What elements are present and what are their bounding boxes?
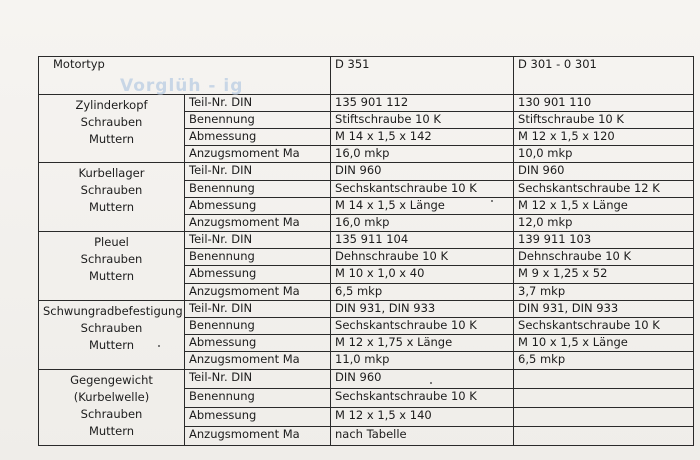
property-name: Abmessung xyxy=(185,266,331,283)
header-d301: D 301 - 0 301 xyxy=(514,57,694,95)
group-label-line: Schrauben xyxy=(80,406,143,421)
value-d301: 3,7 mkp xyxy=(514,283,694,300)
group-label-line: Schrauben xyxy=(80,114,143,129)
group-label xyxy=(39,232,185,301)
value-d301: M 10 x 1,5 x Länge xyxy=(514,335,694,352)
value-d351: DIN 931, DIN 933 xyxy=(331,300,514,317)
property-name: Teil-Nr. DIN xyxy=(185,232,331,249)
scan-speck xyxy=(491,200,493,202)
value-d301: Sechskantschraube 10 K xyxy=(514,318,694,335)
group-label-line: Muttern xyxy=(88,269,135,284)
value-d351: 135 901 112 xyxy=(331,94,514,111)
group-label xyxy=(39,94,185,163)
group-label-line: Muttern xyxy=(88,200,135,215)
group-label-line: Schrauben xyxy=(80,252,143,267)
group-label-line: Gegengewicht xyxy=(70,372,153,387)
torque-spec-table xyxy=(38,56,694,446)
value-d351: 6,5 mkp xyxy=(331,283,514,300)
group-label-line: Kurbellager xyxy=(78,166,145,181)
property-name: Teil-Nr. DIN xyxy=(185,163,331,180)
value-d351: M 10 x 1,0 x 40 xyxy=(331,266,514,283)
header-row xyxy=(39,57,694,95)
value-d301: 10,0 mkp xyxy=(514,146,694,163)
value-d351: Stiftschraube 10 K xyxy=(331,111,514,128)
group-label-line: Zylinderkopf xyxy=(75,97,148,112)
header-motortyp: Motortyp xyxy=(39,57,331,95)
property-name: Abmessung xyxy=(185,128,331,145)
property-name: Anzugsmoment Ma xyxy=(185,426,331,445)
value-d351: 135 911 104 xyxy=(331,232,514,249)
value-d301 xyxy=(514,369,694,388)
value-d301: 130 901 110 xyxy=(514,94,694,111)
value-d351: M 14 x 1,5 x 142 xyxy=(331,128,514,145)
value-d351: Dehnschraube 10 K xyxy=(331,249,514,266)
property-name: Benennung xyxy=(185,388,331,407)
value-d351: M 14 x 1,5 x Länge xyxy=(331,197,514,214)
property-name: Abmessung xyxy=(185,335,331,352)
value-d301 xyxy=(514,426,694,445)
property-name: Abmessung xyxy=(185,197,331,214)
group-label-line: Muttern xyxy=(88,423,135,438)
property-name: Teil-Nr. DIN xyxy=(185,94,331,111)
value-d301: 6,5 mkp xyxy=(514,352,694,369)
property-name: Anzugsmoment Ma xyxy=(185,146,331,163)
value-d301 xyxy=(514,388,694,407)
group-label-line: (Kurbelwelle) xyxy=(73,389,150,404)
group-label-line: Muttern xyxy=(88,337,135,352)
property-name: Benennung xyxy=(185,318,331,335)
table-row xyxy=(39,300,694,317)
value-d351: M 12 x 1,5 x 140 xyxy=(331,407,514,426)
group-label xyxy=(39,163,185,232)
value-d301 xyxy=(514,407,694,426)
value-d351: M 12 x 1,75 x Länge xyxy=(331,335,514,352)
watermark: Vorglüh - ig xyxy=(120,76,244,96)
value-d301: Sechskantschraube 12 K xyxy=(514,180,694,197)
group-label-line: Pleuel xyxy=(94,235,129,250)
value-d351: nach Tabelle xyxy=(331,426,514,445)
property-name: Anzugsmoment Ma xyxy=(185,352,331,369)
scan-speck xyxy=(158,345,160,347)
value-d351: 11,0 mkp xyxy=(331,352,514,369)
property-name: Teil-Nr. DIN xyxy=(185,369,331,388)
value-d301: 12,0 mkp xyxy=(514,214,694,231)
table-row xyxy=(39,163,694,180)
value-d351: DIN 960 xyxy=(331,163,514,180)
table-row xyxy=(39,94,694,111)
value-d301: M 12 x 1,5 x 120 xyxy=(514,128,694,145)
group-label-line: Schrauben xyxy=(80,183,143,198)
property-name: Abmessung xyxy=(185,407,331,426)
value-d351: Sechskantschraube 10 K xyxy=(331,388,514,407)
table-row xyxy=(39,369,694,388)
property-name: Anzugsmoment Ma xyxy=(185,214,331,231)
group-label-line: Schwungradbefestigung xyxy=(43,303,183,318)
value-d301: M 12 x 1,5 x Länge xyxy=(514,197,694,214)
property-name: Anzugsmoment Ma xyxy=(185,283,331,300)
value-d301: M 9 x 1,25 x 52 xyxy=(514,266,694,283)
value-d351: 16,0 mkp xyxy=(331,146,514,163)
header-d351: D 351 xyxy=(331,57,514,95)
value-d301: DIN 960 xyxy=(514,163,694,180)
value-d301: Dehnschraube 10 K xyxy=(514,249,694,266)
value-d301: DIN 931, DIN 933 xyxy=(514,300,694,317)
group-label-line: Muttern xyxy=(88,131,135,146)
scan-speck xyxy=(430,382,432,384)
value-d351: Sechskantschraube 10 K xyxy=(331,180,514,197)
value-d351: DIN 960 xyxy=(331,369,514,388)
value-d301: Stiftschraube 10 K xyxy=(514,111,694,128)
group-label xyxy=(39,300,185,369)
value-d301: 139 911 103 xyxy=(514,232,694,249)
property-name: Benennung xyxy=(185,111,331,128)
property-name: Teil-Nr. DIN xyxy=(185,300,331,317)
group-label xyxy=(39,369,185,445)
value-d351: 16,0 mkp xyxy=(331,214,514,231)
property-name: Benennung xyxy=(185,180,331,197)
table-row xyxy=(39,232,694,249)
property-name: Benennung xyxy=(185,249,331,266)
value-d351: Sechskantschraube 10 K xyxy=(331,318,514,335)
group-label-line: Schrauben xyxy=(80,320,143,335)
